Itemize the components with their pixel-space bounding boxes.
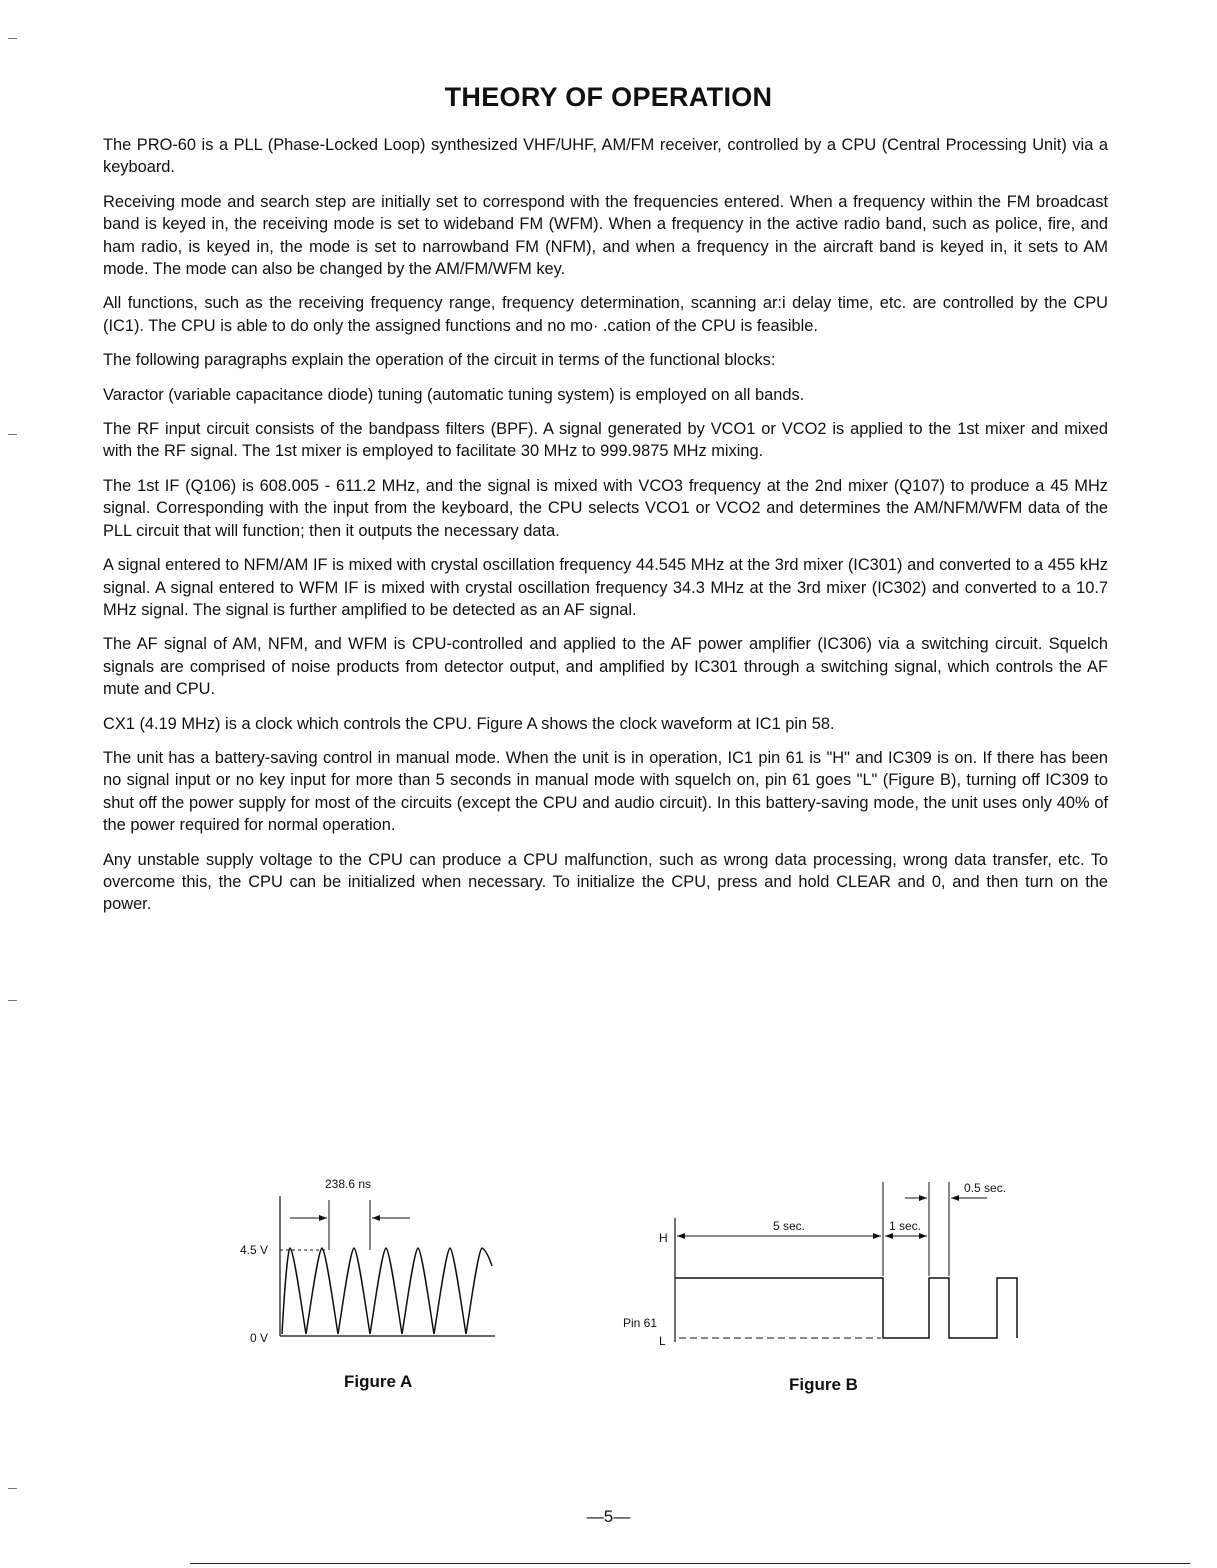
margin-mark [8,1488,17,1489]
paragraph: The unit has a battery-saving control in manual mode. When the unit is in operation, IC1 pin 61 is "H" and IC309 is on. If there has been no signal input or no key input for more than 5 seconds in manual mode with squelch on, pin 61 goes "L" (Figure B), turning off IC309 to shut off the power supply for most of the circuits (except the CPU and audio circuit). In this battery-saving mode, the unit uses only 40% of the power required for normal operation. [103,748,1108,835]
figure-a-high-label: 4.5 V [240,1243,269,1257]
footer-rule [190,1563,1190,1564]
figure-b-caption: Figure B [789,1375,858,1394]
paragraph: The following paragraphs explain the operation of the circuit in terms of the functional blocks: [103,351,776,370]
figure-b-interval-long: 5 sec. [773,1219,806,1233]
figure-b-arrowhead [873,1233,881,1239]
paragraph: CX1 (4.19 MHz) is a clock which controls the CPU. Figure A shows the clock waveform at IC1 pin 58. [103,714,835,733]
figure-a-low-label: 0 V [250,1331,269,1345]
figure-b-arrowhead [919,1195,927,1201]
paragraph: Varactor (variable capacitance diode) tuning (automatic tuning system) is employed on all bands. [103,385,805,404]
figure-b-arrowhead [677,1233,685,1239]
paragraph: The 1st IF (Q106) is 608.005 - 611.2 MHz, and the signal is mixed with VCO3 frequency at the 2nd mixer (Q107) to produce a 45 MHz signal. Corresponding with the input from the keyboard, the CPU selects VCO1 or VCO2 and determines the AM/NFM/WFM data of the PLL circuit that will function; then it outputs the necessary data. [103,476,1108,540]
margin-mark [8,434,17,435]
body-text [103,134,1108,928]
figure-a-clock-wave [282,1248,492,1334]
figure-b-arrowhead [885,1233,893,1239]
figure-b-pin-label: Pin 61 [623,1316,658,1330]
figure-b-arrowhead [919,1233,927,1239]
margin-mark [8,1000,17,1001]
figure-a-caption: Figure A [344,1372,413,1391]
paragraph: Any unstable supply voltage to the CPU can produce a CPU malfunction, such as wrong data processing, wrong data transfer, etc. To overcome this, the CPU can be initialized when necessary. To initialize the CPU, press and hold CLEAR and 0, and then turn on the power. [103,850,1108,914]
figure-a-arrowhead [319,1215,327,1221]
figure-a-clock-waveform [230,1170,520,1360]
paragraph: All functions, such as the receiving frequency range, frequency determination, scanning ar:i delay time, etc. are controlled by the CPU (IC1). The CPU is able to do only the assigned functions and no mo· .cation of the CPU is feasible. [103,294,1108,335]
paragraph: The PRO-60 is a PLL (Phase-Locked Loop) synthesized VHF/UHF, AM/FM receiver, controlled by a CPU (Central Processing Unit) via a keyboard. [103,136,1108,177]
figure-b-pin61-signal [675,1278,1017,1338]
figure-b-timing-diagram [615,1170,1035,1360]
margin-mark [8,38,17,39]
figure-a-period-label: 238.6 ns [325,1177,372,1191]
page-number: —5— [586,1507,631,1526]
figure-b-low-label: L [659,1334,666,1348]
paragraph: A signal entered to NFM/AM IF is mixed with crystal oscillation frequency 44.545 MHz at the 3rd mixer (IC301) and converted to a 455 kHz signal. A signal entered to WFM IF is mixed with crystal oscillation frequency 34.3 MHz at the 3rd mixer (IC302) and converted to a 10.7 MHz signal. The signal is further amplified to be detected as an AF signal. [103,556,1108,619]
paragraph: The AF signal of AM, NFM, and WFM is CPU-controlled and applied to the AF power amplifier (IC306) via a switching circuit. Squelch signals are comprised of noise products from detector output, and amplified by IC301 through a switching signal, which controls the AF mute and CPU. [103,635,1108,699]
figure-b-interval-mid: 1 sec. [889,1219,922,1233]
figure-b-high-label: H [659,1231,668,1245]
page-title: THEORY OF OPERATION [444,82,773,112]
figure-b-interval-short: 0.5 sec. [964,1181,1007,1195]
paragraph: Receiving mode and search step are initially set to correspond with the frequencies entered. When a frequency within the FM broadcast band is keyed in, the receiving mode is set to wideband FM (WFM). When a frequency in the active radio band, such as police, fire, and ham radio, is keyed in, the mode is set to narrowband FM (NFM), and when a frequency in the aircraft band is keyed in, it sets to AM mode. The mode can also be changed by the AM/FM/WFM key. [103,192,1108,279]
figure-b-arrowhead [951,1195,959,1201]
figure-a-arrowhead [372,1215,380,1221]
paragraph: The RF input circuit consists of the bandpass filters (BPF). A signal generated by VCO1 or VCO2 is applied to the 1st mixer and mixed with the RF signal. The 1st mixer is employed to facilitate 30 MHz to 999.9875 MHz mixing. [103,420,1108,461]
